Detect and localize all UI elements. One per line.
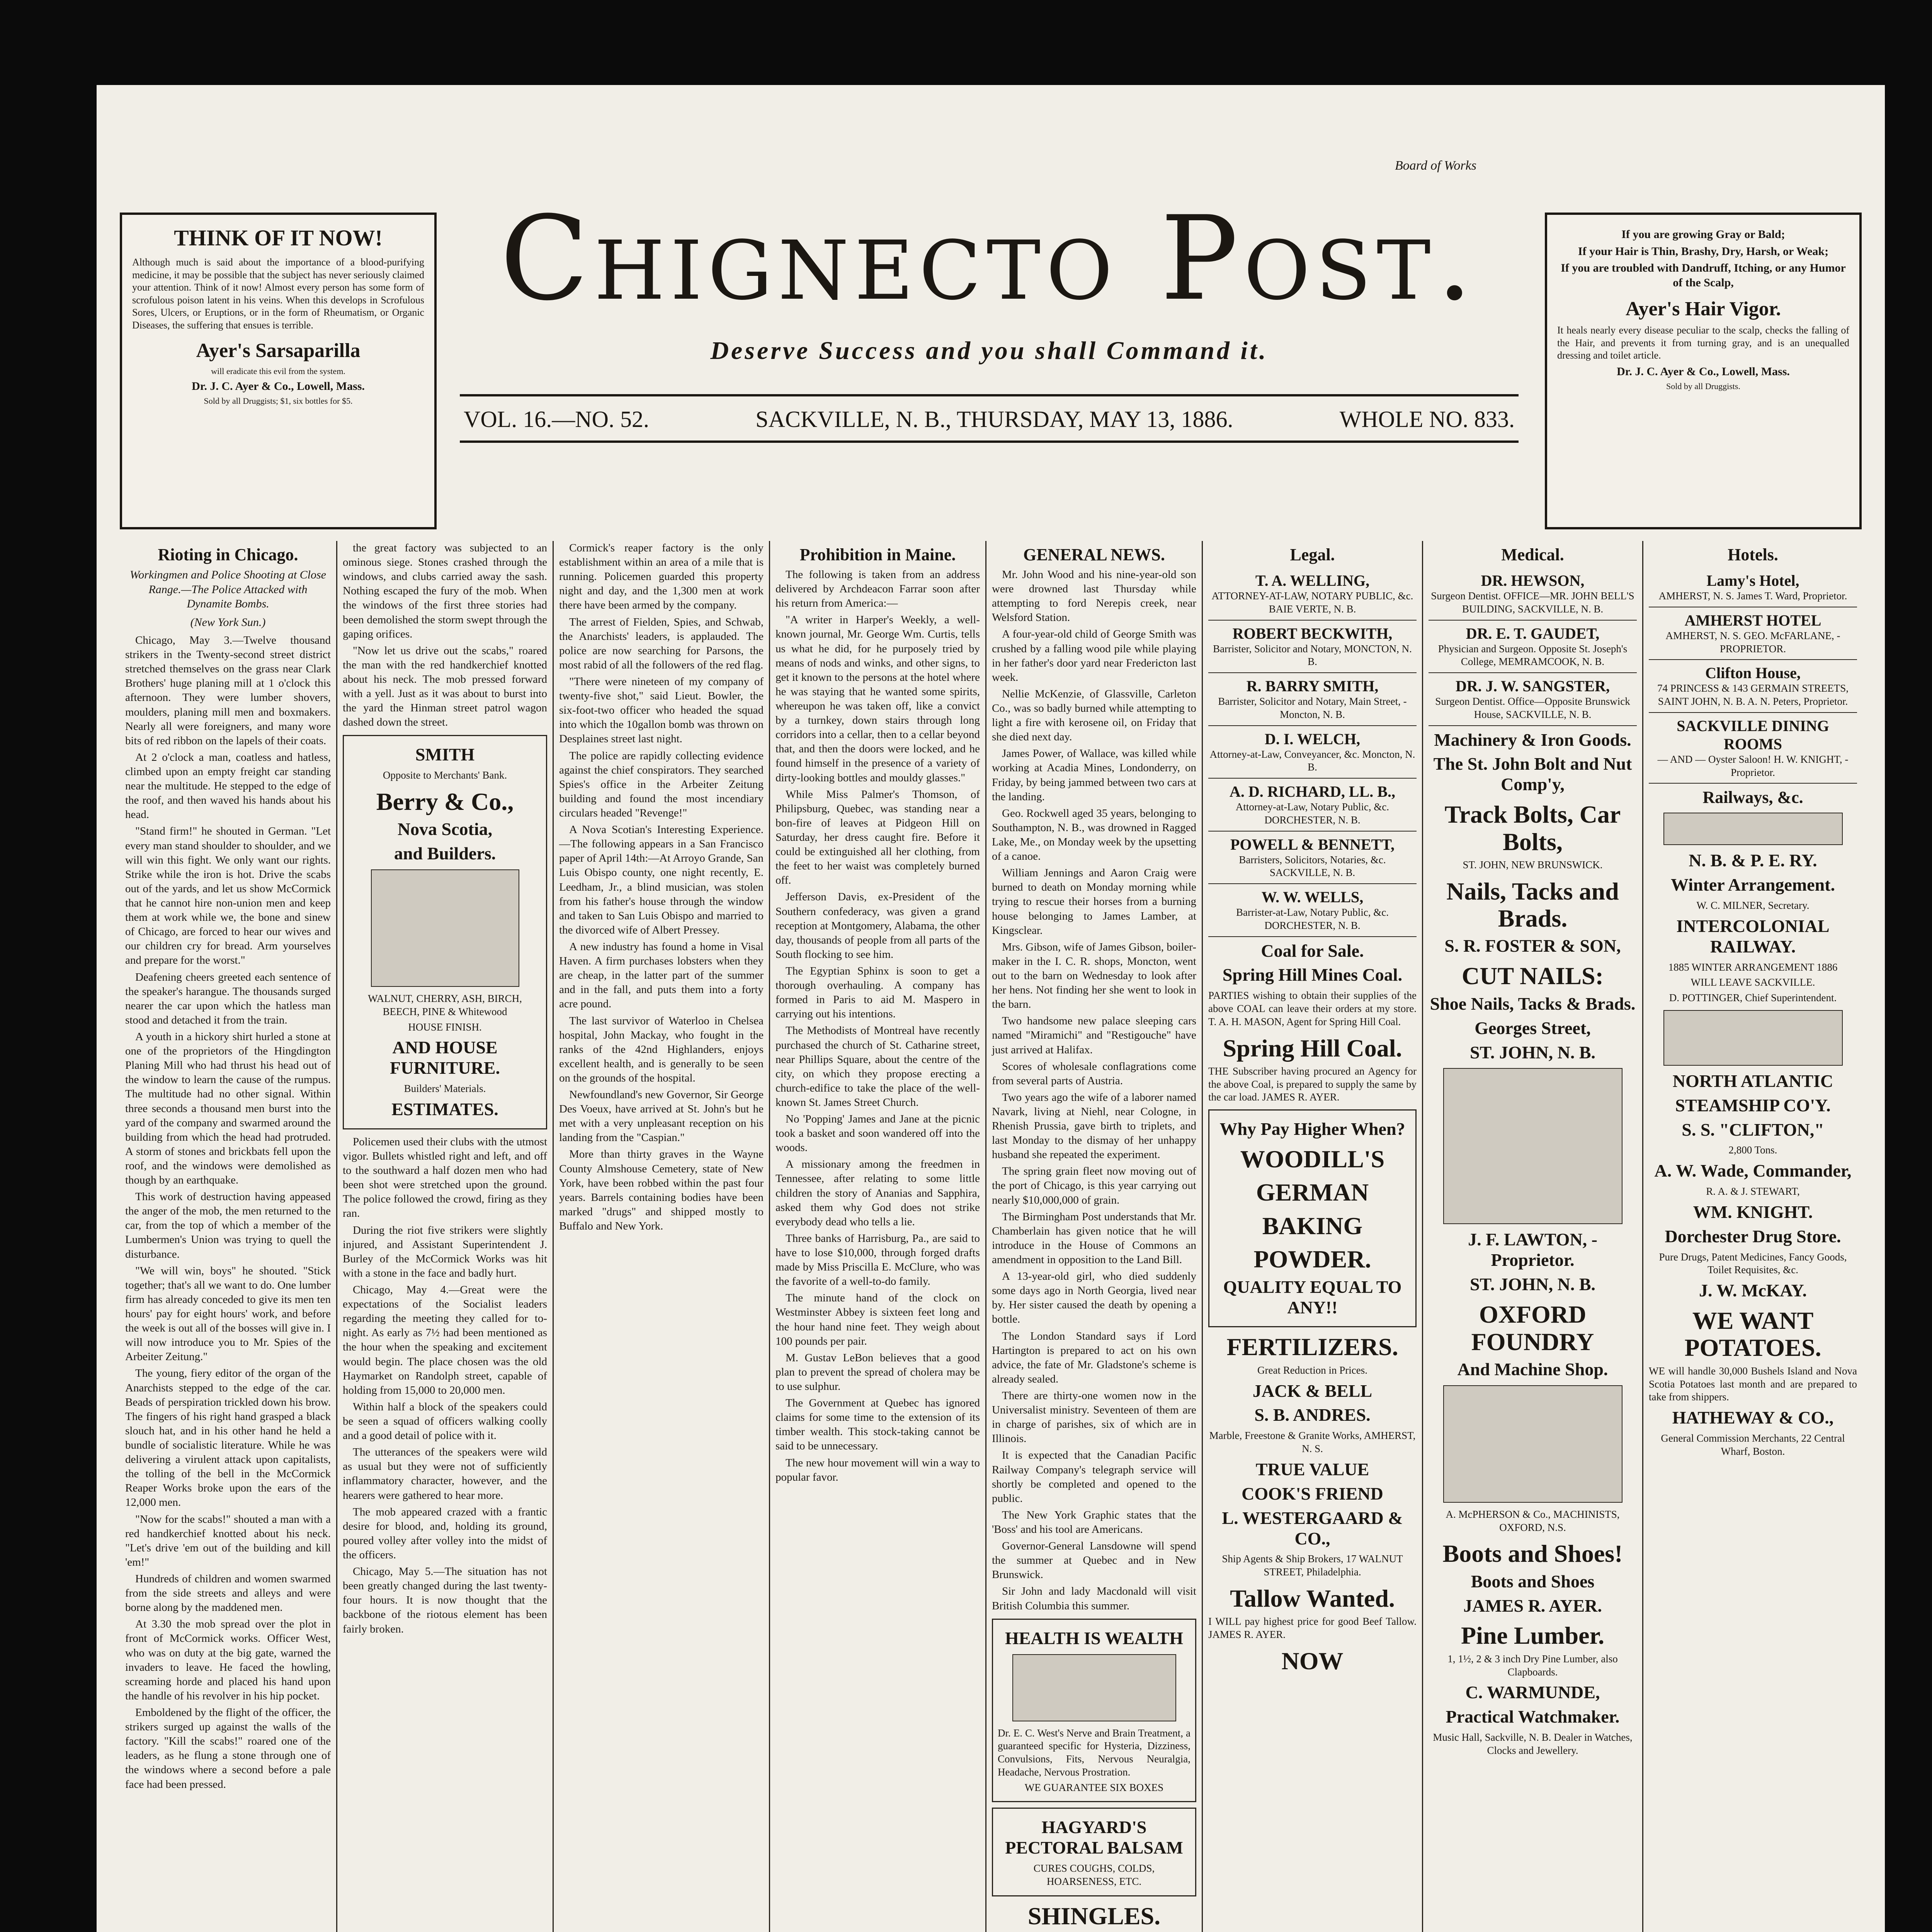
- builders-ad: [343, 735, 547, 1129]
- paragraph: Within half a block of the speakers could be seen a squad of officers walking coolly and a good detail of police with it.: [343, 1400, 547, 1442]
- ad-finish: HOUSE FINISH.: [408, 1021, 482, 1033]
- paragraph: Deafening cheers greeted each sentence of the speaker's harangue. The thousands surged nearer the car upon which the hatless man stood and detached it from the train.: [125, 971, 331, 1026]
- column-2: [336, 541, 553, 1932]
- ear-line: If you are troubled with Dandruff, Itching, or any Humor of the Scalp,: [1561, 262, 1846, 289]
- card-name: R. BARRY SMITH,: [1246, 677, 1379, 695]
- balsam-ad: [992, 1808, 1196, 1896]
- lawton-proprietor: J. F. LAWTON, - Proprietor.: [1468, 1230, 1597, 1270]
- paragraph: "Now let us drive out the scabs," roared the man with the red handkerchief knotted about his neck. The mob pressed forward with a yell. Just as it was about to burst into the yard the Hinman street patrol wagon dashed down the street.: [343, 644, 547, 729]
- powder-line: BAKING: [1262, 1212, 1363, 1240]
- nails-title: Nails, Tacks and Brads.: [1446, 877, 1619, 932]
- ear-line: If your Hair is Thin, Brashy, Dry, Harsh, or Weak;: [1578, 245, 1829, 258]
- brain-illustration: [1012, 1654, 1176, 1721]
- column-1: [120, 541, 336, 1932]
- hatheway-sub: General Commission Merchants, 22 Central Wharf, Boston.: [1661, 1432, 1845, 1457]
- medical-card: [1429, 568, 1637, 621]
- article-headline: Rioting in Chicago.: [158, 545, 298, 564]
- card-name: T. A. WELLING,: [1255, 572, 1370, 589]
- ear-line: If you are growing Gray or Bald;: [1621, 228, 1785, 241]
- paragraph: The arrest of Fielden, Spies, and Schwab, the Anarchists' leaders, is applauded. The police are now searching for Parsons, the most rabid of all the followers of the red flag.: [559, 616, 764, 671]
- boots-title: Boots and Shoes!: [1442, 1540, 1623, 1568]
- railway-name: N. B. & P. E. RY.: [1689, 850, 1817, 871]
- article-source: (New York Sun.): [190, 616, 266, 629]
- now-title: NOW: [1281, 1647, 1344, 1675]
- ad-place: Nova Scotia,: [397, 819, 493, 839]
- article-subhead: Workingmen and Police Shooting at Close Range.—The Police Attacked with Dynamite Bombs.: [129, 568, 326, 610]
- ad-question: Why Pay Higher When?: [1219, 1119, 1405, 1139]
- paragraph: A four-year-old child of George Smith was crushed by a falling wood pile while playing in her father's door yard near Fredericton last week.: [992, 628, 1196, 684]
- paragraph: A 13-year-old girl, who died suddenly some days ago in North Georgia, lived near by. Her sister caused the death by opening a bottle.: [992, 1270, 1196, 1326]
- card-text: AMHERST, N. S. GEO. McFARLANE, - PROPRIETOR.: [1665, 629, 1840, 655]
- cook-line: TRUE VALUE: [1255, 1459, 1369, 1479]
- bolt-company: The St. John Bolt and Nut Comp'y,: [1433, 754, 1632, 794]
- paragraph: The following is taken from an address delivered by Archdeacon Farrar soon after his return from America:—: [776, 568, 980, 610]
- potatoes-title: WE WANT POTATOES.: [1684, 1307, 1821, 1362]
- ad-woods: WALNUT, CHERRY, ASH, BIRCH, BEECH, PINE & Whitewood: [368, 993, 522, 1017]
- paragraph: The Government at Quebec has ignored claims for some time to the extension of its timber wealth. This stock-taking cannot be said to be unnecessary.: [776, 1397, 980, 1452]
- paragraph: The Birmingham Post understands that Mr. Chamberlain has given notice that he will introduce in the House of Commons an amendment in opposition to the Land Bill.: [992, 1210, 1196, 1266]
- hotel-card: [1649, 568, 1857, 607]
- section-headline: Legal.: [1290, 545, 1335, 564]
- card-name: ROBERT BECKWITH,: [1232, 624, 1393, 642]
- paragraph: The last survivor of Waterloo in Chelsea hospital, John Mackay, who fought in the ranks of the 42nd Highlanders, enjoys excellent health, and is generally to be seen on the grounds of the hospital.: [559, 1014, 764, 1084]
- cut-nails: CUT NAILS:: [1462, 962, 1604, 990]
- shingles-title: SHINGLES.: [1027, 1902, 1161, 1930]
- paragraph: The New York Graphic states that the 'Boss' and his tool are Americans.: [992, 1509, 1196, 1536]
- paragraph: A missionary among the freedmen in Tennessee, after relating to some little children the story of Ananias and Sapphira, asked them why God does not strike everybody dead who tells a lie.: [776, 1158, 980, 1228]
- bolt-products: Track Bolts, Car Bolts,: [1444, 801, 1621, 855]
- steamship-illustration: [1663, 1010, 1843, 1066]
- newspaper-page: [97, 85, 1885, 1932]
- hatheway-name: HATHEWAY & CO.,: [1672, 1408, 1834, 1428]
- legal-card: [1208, 779, 1417, 832]
- westergaard-name: L. WESTERGAARD & CO.,: [1222, 1508, 1403, 1548]
- paragraph: Three banks of Harrisburg, Pa., are said to have to lose $10,000, through forged drafts made by Miss Priscilla E. McClure, who was the favorite of a well-to-do family.: [776, 1232, 980, 1288]
- medical-card: [1429, 673, 1637, 726]
- steamship-line: NORTH ATLANTIC: [1672, 1071, 1833, 1091]
- fertilizers-sub: Great Reduction in Prices.: [1257, 1364, 1367, 1376]
- paragraph: The spring grain fleet now moving out of the port of Chicago, is this year carrying out nearly $10,000,000 of grain.: [992, 1165, 1196, 1206]
- paragraph: The new hour movement will win a way to popular favor.: [776, 1456, 980, 1483]
- steamship-agents: R. A. & J. STEWART,: [1706, 1185, 1800, 1197]
- ad-guarantee: WE GUARANTEE SIX BOXES: [1024, 1781, 1164, 1793]
- bolt-place: ST. JOHN, NEW BRUNSWICK.: [1463, 859, 1603, 871]
- ear-price: Sold by all Druggists; $1, six bottles for $5.: [204, 396, 353, 406]
- ad-title: HAGYARD'S PECTORAL BALSAM: [1005, 1817, 1183, 1858]
- card-text: Barrister-at-Law, Notary Public, &c. DORCHESTER, N. B.: [1236, 906, 1389, 931]
- ear-price: Sold by all Druggists.: [1666, 381, 1740, 391]
- coal-heading: Coal for Sale.: [1261, 940, 1364, 961]
- paragraph: Emboldened by the flight of the officer, the strikers surged up against the walls of the factory. "Kill the scabs!" roared one of the leaders, as he flung a stone through one of the windows where a second before a pale face had been pressed.: [125, 1706, 331, 1791]
- handwritten-note: Board of Works: [1395, 158, 1476, 173]
- ayer-name: JAMES R. AYER.: [1463, 1595, 1602, 1616]
- paragraph: M. Gustav LeBon believes that a good plan to prevent the spread of cholera may be to use sulphur.: [776, 1351, 980, 1393]
- intercolonial-title: INTERCOLONIAL RAILWAY.: [1676, 916, 1830, 956]
- ad-furniture: AND HOUSE FURNITURE.: [390, 1037, 500, 1078]
- issue-date: SACKVILLE, N. B., THURSDAY, MAY 13, 1886.: [755, 406, 1233, 432]
- paragraph: Mr. John Wood and his nine-year-old son were drowned last Thursday while attempting to ford Nerepis creek, near Welsford Station.: [992, 568, 1196, 624]
- ad-sub: CURES COUGHS, COLDS, HOARSENESS, ETC.: [1033, 1862, 1155, 1887]
- paragraph: the great factory was subjected to an ominous siege. Stones crashed through the windows, and clubs carried away the sash. Nothing escaped the fury of the mob. When the windows of the first three stories had been demolished the storm swept through the gaping orifices.: [343, 542, 547, 640]
- paragraph: Cormick's reaper factory is the only establishment within an area of a mile that is running. Policemen guarded this property night and day, and the 1,300 men at work there have been armed by the company.: [559, 542, 764, 612]
- ear-headline: THINK OF IT NOW!: [174, 225, 383, 250]
- ear-maker: Dr. J. C. Ayer & Co., Lowell, Mass.: [1617, 365, 1790, 378]
- steamship-name: S. S. "CLIFTON,": [1682, 1119, 1824, 1139]
- paragraph: The utterances of the speakers were wild as usual but they were not of sufficiently inflammatory character, however, and the hearers were gathered to hear more.: [343, 1446, 547, 1502]
- oxford-sub: And Machine Shop.: [1457, 1359, 1608, 1379]
- card-text: Attorney-at-Law, Conveyancer, &c. Moncton, N. B.: [1209, 748, 1415, 773]
- steamship-commander: A. W. Wade, Commander,: [1654, 1161, 1852, 1181]
- steamship-tons: 2,800 Tons.: [1728, 1144, 1777, 1156]
- right-ear-ad: [1545, 213, 1862, 529]
- paragraph: Chicago, May 3.—Twelve thousand strikers in the Twenty-second street district stretched themselves on the grass near Clark Brothers' huge planing mill at 1 o'clock this afternoon. They were lumber shovers, moulders, planing mill men and boxmakers. Nearly all were foreigners, and many wore bits of red ribbon on the lapels of their coats.: [125, 634, 331, 747]
- card-name: DR. E. T. GAUDET,: [1466, 624, 1600, 642]
- pine-title: Pine Lumber.: [1461, 1622, 1604, 1650]
- georges-street: Georges Street,: [1475, 1018, 1591, 1038]
- paragraph: Nellie McKenzie, of Glassville, Carleton Co., was so badly burned while attempting to light a fire with kerosene oil, on Friday that she died next day.: [992, 687, 1196, 743]
- coal2-text: THE Subscriber having procured an Agency for the above Coal, is prepared to supply the same by the car load. JAMES R. AYER.: [1208, 1065, 1417, 1103]
- paragraph: A Nova Scotian's Interesting Experience.—The following appears in a San Francisco paper of April 14th:—At Arroyo Grande, San Luis Obispo county, one night recently, E. Leedham, Jr., a blind musician, was stolen from his father's house through the window and taken to San Luis Obispo and married to the divorced wife of Albert Pressey.: [559, 823, 764, 936]
- paragraph: During the riot five strikers were slightly injured, and Assistant Superintendent J. Burley of the McCormick Works was hit with a stone in the face and badly hurt.: [343, 1224, 547, 1279]
- card-text: Barrister, Solicitor and Notary, Main Street, - Moncton, N. B.: [1218, 696, 1407, 720]
- paragraph: A new industry has found a home in Visal Haven. A firm purchases lobsters when they are cheap, in the latter part of the summer and in the fall, and puts them into a forty acre pound.: [559, 940, 764, 1010]
- ad-trade: and Builders.: [394, 844, 496, 864]
- legal-card: [1208, 884, 1417, 937]
- health-ad: [992, 1619, 1196, 1803]
- knight-name: WM. KNIGHT.: [1693, 1202, 1813, 1222]
- column-4: [769, 541, 985, 1932]
- intercolonial-leave: WILL LEAVE SACKVILLE.: [1690, 976, 1815, 988]
- section-headline: Railways, &c.: [1702, 788, 1803, 807]
- card-text: Physician and Surgeon. Opposite St. Joseph's College, MEMRAMCOOK, N. B.: [1438, 643, 1628, 668]
- ear-body: Although much is said about the importance of a blood-purifying medicine, it may be possible that the subject has never seriously claimed your attention. Think of it now! Almost every person has some form of scrofulous poison latent in his veins. When this develops in Scrofulous Sores, Ulcers, or Eruptions, or in the form of Rheumatism, or Organic Diseases, the suffering that ensues is terrible.: [132, 257, 424, 331]
- intercolonial-sub: 1885 WINTER ARRANGEMENT 1886: [1668, 961, 1838, 973]
- railway-secretary: W. C. MILNER, Secretary.: [1696, 900, 1810, 912]
- card-text: Barrister, Solicitor and Notary, MONCTON, N. B.: [1213, 643, 1412, 668]
- warmunde-name: C. WARMUNDE,: [1465, 1682, 1600, 1702]
- paragraph: Geo. Rockwell aged 35 years, belonging to Southampton, N. B., was drowned in Ragged Lake, Me., on Monday week by the upsetting of a canoe.: [992, 807, 1196, 863]
- paragraph: There are thirty-one women now in the Universalist ministry. Seventeen of them are in charge of parishes, six of which are in Illinois.: [992, 1389, 1196, 1445]
- paragraph: "A writer in Harper's Weekly, a well-known journal, Mr. George Wm. Curtis, tells us what he did, for he purposely tried by means of nods and winks, and other signs, to get it known to the persons at the hotel where he was staying that he wanted some spirits, whereupon he was taken off, like a convict by a turnkey, down stairs through long corridors into a cellar, then to a cellar beyond that, and then the doors were locked, and he found himself in the presence of a variety of dirty-looking bottles and mouldy glasses.": [776, 614, 980, 784]
- paragraph: The police are rapidly collecting evidence against the chief conspirators. They searched Spies's office in the Arbeiter Zeitung building and found the most incendiary circulars headed "Revenge!": [559, 749, 764, 819]
- factory-illustration: [371, 869, 519, 987]
- paragraph: The Egyptian Sphinx is soon to get a thorough overhauling. A company has formed in Paris to aid M. Maspero in carrying out his intentions.: [776, 964, 980, 1020]
- warmunde-sub: Practical Watchmaker.: [1446, 1707, 1620, 1727]
- paragraph: The Methodists of Montreal have recently purchased the church of St. Catharine street, near Phillips Square, about the centre of the city, on which they propose erecting a church-edifice to take the place of the well-known St. James Street Church.: [776, 1024, 980, 1109]
- engine-illustration: [1443, 1385, 1622, 1503]
- masthead-rule: [460, 394, 1519, 396]
- card-name: W. W. WELLS,: [1261, 888, 1364, 906]
- card-name: D. I. WELCH,: [1264, 730, 1361, 748]
- card-text: Surgeon Dentist. Office—Opposite Brunswick House, SACKVILLE, N. B.: [1435, 696, 1630, 720]
- card-text: — AND — Oyster Saloon! H. W. KNIGHT, - Proprietor.: [1657, 753, 1849, 778]
- warmunde-text: Music Hall, Sackville, N. B. Dealer in Watches, Clocks and Jewellery.: [1433, 1731, 1633, 1756]
- legal-card: [1208, 568, 1417, 621]
- ad-materials: Builders' Materials.: [404, 1083, 486, 1095]
- paragraph: James Power, of Wallace, was killed while working at Acadia Mines, Londonderry, on Friday, by being jammed between two cars at the landing.: [992, 747, 1196, 803]
- powder-line: POWDER.: [1253, 1245, 1371, 1273]
- intercolonial-superintendent: D. POTTINGER, Chief Superintendent.: [1669, 992, 1837, 1004]
- paragraph: Scores of wholesale conflagrations come from several parts of Austria.: [992, 1060, 1196, 1087]
- legal-card: [1208, 726, 1417, 779]
- paragraph: Policemen used their clubs with the utmost vigor. Bullets whistled right and left, and off to the southward a half dozen men who had been shot were stretched upon the ground. The police followed the crowd, firing as they ran.: [343, 1135, 547, 1220]
- paragraph: Two years ago the wife of a laborer named Navark, living at Niehl, near Cologne, in Rhenish Prussia, gave birth to triplets, and last Monday to the dismay of her unhappy husband she repeated the experiment.: [992, 1091, 1196, 1161]
- hotel-card: [1649, 607, 1857, 660]
- card-name: AMHERST HOTEL: [1684, 611, 1821, 629]
- paragraph: "We will win, boys" he shouted. "Stick together; that's all we want to do. One lumber firm has already conceded to give its men ten hours' pay for eight hours' work, and before the week is out all of the bosses will give in. I will now introduce you to Mr. Spies of the Arbeiter Zeitung.": [125, 1264, 331, 1363]
- columns: [120, 541, 1862, 1932]
- card-text: AMHERST, N. S. James T. Ward, Proprietor.: [1658, 590, 1847, 602]
- coal-name: Spring Hill Mines Coal.: [1222, 965, 1403, 985]
- card-name: DR. HEWSON,: [1481, 572, 1585, 589]
- card-text: Attorney-at-Law, Notary Public, &c. DORCHESTER, N. B.: [1235, 801, 1389, 826]
- card-name: Clifton House,: [1705, 664, 1801, 682]
- paragraph: Sir John and lady Macdonald will visit British Columbia this summer.: [992, 1585, 1196, 1612]
- paragraph: Chicago, May 4.—Great were the expectations of the Socialist leaders regarding the meeting they called for to-night. As early as 7½ had been mentioned as the hour when the speaking and excitement would begin. The place chosen was the old Haymarket on Randolph street, capable of holding from 15,000 to 20,000 men.: [343, 1284, 547, 1396]
- ad-name: SMITH: [415, 745, 475, 765]
- paragraph: "Now for the scabs!" shouted a man with a red handkerchief knotted about his neck. "Let's drive 'em out of the building and kill 'em!": [125, 1513, 331, 1568]
- paragraph: A youth in a hickory shirt hurled a stone at one of the proprietors of the Hingdington Planing Mill who had thrust his head out of the window to learn the cause of the rumpus. The multitude had no other signal. Within three seconds a thousand men burst into the yard of the company and swarmed around the building from which the head had protruded. A storm of stones and brickbats fell upon the roof, and the windows were demolished as though by an earthquake.: [125, 1030, 331, 1187]
- paragraph: While Miss Palmer's Thomson, of Philipsburg, Quebec, was standing near a bon-fire of leaves at Pidgeon Hill on Saturday, her dress caught fire. Before it could be extinguished all her clothing, from the feet to her waist was completely burned off.: [776, 788, 980, 887]
- ear-body: It heals nearly every disease peculiar to the scalp, checks the falling of the Hair, and prevents it from turning gray, and is an unequalled dressing and toilet article.: [1557, 325, 1849, 361]
- foster-name: S. R. FOSTER & SON,: [1444, 936, 1621, 956]
- card-text: 74 PRINCESS & 143 GERMAIN STREETS, SAINT JOHN, N. B. A. N. Peters, Proprietor.: [1657, 682, 1849, 707]
- column-8: [1642, 541, 1862, 1932]
- train-illustration: [1663, 813, 1843, 845]
- cook-line: COOK'S FRIEND: [1242, 1483, 1383, 1503]
- card-name: DR. J. W. SANGSTER,: [1455, 677, 1610, 695]
- paragraph: Two handsome new palace sleeping cars named "Miramichi" and "Restigouche" have just arrived at Halifax.: [992, 1015, 1196, 1056]
- section-headline: Medical.: [1501, 545, 1564, 564]
- paragraph: The London Standard says if Lord Hartington is prepared to act on his own advice, the fate of Mr. Gladstone's scheme is already sealed.: [992, 1330, 1196, 1385]
- paragraph: Newfoundland's new Governor, Sir George Des Voeux, have arrived at St. John's but he met with a very unpleasant reception on his landing from the "Caspian.": [559, 1088, 764, 1144]
- tallow-text: I WILL pay highest price for good Beef Tallow. JAMES R. AYER.: [1208, 1616, 1417, 1641]
- paragraph: Mrs. Gibson, wife of James Gibson, boiler-maker in the I. C. R. shops, Moncton, went out to the barn on Wednesday to look after her hens. Not finding her she went to look in the barn.: [992, 940, 1196, 1011]
- hotel-card: [1649, 660, 1857, 713]
- coal-text: PARTIES wishing to obtain their supplies of the above COAL can leave their orders at my store. T. A. H. MASON, Agent for Spring Hill Coal.: [1208, 990, 1417, 1027]
- lawton-place: ST. JOHN, N. B.: [1469, 1274, 1596, 1294]
- railway-arrangement: Winter Arrangement.: [1670, 875, 1835, 895]
- powder-line: GERMAN: [1256, 1179, 1369, 1206]
- newspaper-motto: Deserve Success and you shall Command it.: [710, 337, 1268, 365]
- paragraph: This work of destruction having appeased the anger of the mob, the men returned to the car, from the top of which a member of the Lumbermen's Union was trying to quell the disturbance.: [125, 1190, 331, 1260]
- fertilizers-title: FERTILIZERS.: [1226, 1333, 1398, 1361]
- paragraph: No 'Popping' James and Jane at the picnic took a basket and soon wandered off into the woods.: [776, 1113, 980, 1154]
- andres-sub: Marble, Freestone & Granite Works, AMHERST, N. S.: [1209, 1430, 1416, 1455]
- oxford-foundry: OXFORD FOUNDRY: [1471, 1301, 1594, 1355]
- baking-powder-ad: [1208, 1109, 1417, 1327]
- newspaper-title: Chignecto Post.: [500, 191, 1478, 326]
- paragraph: Chicago, May 5.—The situation has not been greatly changed during the last twenty-four hours. It is now thought that the backbone of the riotous element has been fairly broken.: [343, 1565, 547, 1635]
- card-name: Lamy's Hotel,: [1706, 572, 1799, 589]
- ear-product: Ayer's Hair Vigor.: [1625, 298, 1781, 320]
- tallow-title: Tallow Wanted.: [1230, 1584, 1395, 1612]
- powder-line: WOODILL'S: [1240, 1145, 1385, 1173]
- card-name: A. D. RICHARD, LL. B.,: [1230, 783, 1395, 800]
- paragraph: "Stand firm!" he shouted in German. "Let every man stand shoulder to shoulder, and we will win this fight. We only want our rights. Strike while the iron is hot. Drive the scabs out of the yards, and let us show McCormick that he cannot hire non-union men and keep them at work while we, the bone and sinew of Chicago, are forced to hear our wives and our children cry for bread. Arm yourselves and prepare for the worst.": [125, 825, 331, 967]
- canada-emblem-illustration: [1443, 1068, 1622, 1224]
- paragraph: At 2 o'clock a man, coatless and hatless, climbed upon an empty freight car standing near the multitude. He stepped to the edge of the roof, and then waved his hands about his head.: [125, 751, 331, 821]
- drug-store-goods: Pure Drugs, Patent Medicines, Fancy Goods, Toilet Requisites, &c.: [1659, 1251, 1847, 1276]
- paragraph: The mob appeared crazed with a frantic desire for blood, and, holding its ground, poured volley after volley into the midst of the officers.: [343, 1505, 547, 1561]
- pine-sub: 1, 1½, 2 & 3 inch Dry Pine Lumber, also Clapboards.: [1447, 1653, 1618, 1678]
- potatoes-text: WE will handle 30,000 Bushels Island and Nova Scotia Potatoes last month and are prepared to take from shippers.: [1649, 1365, 1857, 1403]
- medical-card: [1429, 621, 1637, 673]
- card-text: Barristers, Solicitors, Notaries, &c. SACKVILLE, N. B.: [1239, 854, 1386, 879]
- mcpherson-sign: A. McPHERSON & Co., MACHINISTS, OXFORD, N.S.: [1446, 1508, 1620, 1533]
- legal-card: [1208, 832, 1417, 884]
- dateline-bar: [464, 402, 1515, 437]
- card-name: SACKVILLE DINING ROOMS: [1677, 717, 1829, 753]
- left-ear-ad: [120, 213, 437, 529]
- paragraph: Hundreds of children and women swarmed from the side streets and alleys and were borne along by the maddened men.: [125, 1573, 331, 1614]
- paragraph: More than thirty graves in the Wayne County Almshouse Cemetery, state of New York, have been robbed within the past four years. Barrels containing bodies have been marked "drugs" and shipped mostly to Buffalo and New York.: [559, 1148, 764, 1233]
- card-text: Surgeon Dentist. OFFICE—MR. JOHN BELL'S BUILDING, SACKVILLE, N. B.: [1431, 590, 1634, 615]
- volume-number: VOL. 16.—NO. 52.: [464, 406, 649, 432]
- paragraph: Governor-General Lansdowne will spend the summer at Quebec and in New Brunswick.: [992, 1540, 1196, 1581]
- column-7: [1422, 541, 1642, 1932]
- paragraph: The minute hand of the clock on Westminster Abbey is sixteen feet long and the hour hand nine feet. They weigh about 100 pounds per pair.: [776, 1292, 980, 1347]
- fertilizers-firm: JACK & BELL: [1252, 1381, 1372, 1401]
- column-3: [553, 541, 769, 1932]
- paragraph: "There were nineteen of my company of twenty-five shot," said Lieut. Bowler, the six-foot-two officer who headed the squad into which the 10gallon bomb was thrown on Desplaines street last night.: [559, 675, 764, 745]
- paragraph: The young, fiery editor of the organ of the Anarchists stepped to the edge of the car. Beads of perspiration trickled down his brow. The fingers of his right hand grasped a black slouch hat, and in his other hand he held a bundle of socialistic literature. While he was delivering a virulent attack upon capitalists, the tolling of the bell in the McCormick Reaper Works broke upon the ears of the 12,000 men.: [125, 1367, 331, 1509]
- ear-maker: Dr. J. C. Ayer & Co., Lowell, Mass.: [192, 379, 365, 393]
- westergaard-sub: Ship Agents & Ship Brokers, 17 WALNUT STREET, Philadelphia.: [1222, 1553, 1403, 1578]
- ad-title: HEALTH IS WEALTH: [1005, 1628, 1184, 1648]
- paragraph: It is expected that the Canadian Pacific Railway Company's telegraph service will shortly be completed and opened to the public.: [992, 1449, 1196, 1505]
- column-6: [1202, 541, 1422, 1932]
- andres-name: S. B. ANDRES.: [1254, 1405, 1371, 1425]
- article-headline: GENERAL NEWS.: [1023, 545, 1165, 564]
- card-name: POWELL & BENNETT,: [1230, 835, 1395, 853]
- article-headline: Prohibition in Maine.: [799, 545, 956, 564]
- steamship-company: STEAMSHIP CO'Y.: [1675, 1095, 1831, 1115]
- paragraph: Jefferson Davis, ex-President of the Southern confederacy, was given a grand reception at Montgomery, Alabama, the other day, thousands of people from all parts of the South flocking to see him.: [776, 891, 980, 961]
- machinery-heading: Machinery & Iron Goods.: [1434, 730, 1631, 750]
- card-text: ATTORNEY-AT-LAW, NOTARY PUBLIC, &c. BAIE VERTE, N. B.: [1211, 590, 1413, 615]
- ad-firm: Berry & Co.,: [376, 788, 514, 816]
- cut-nails-sub: Shoe Nails, Tacks & Brads.: [1430, 993, 1636, 1014]
- legal-card: [1208, 621, 1417, 673]
- saint-john: ST. JOHN, N. B.: [1469, 1042, 1596, 1062]
- ad-sub: Opposite to Merchants' Bank.: [383, 769, 507, 781]
- hotel-card: [1649, 713, 1857, 784]
- ear-product: Ayer's Sarsaparilla: [196, 340, 361, 362]
- column-5: [985, 541, 1202, 1932]
- coal2-name: Spring Hill Coal.: [1223, 1034, 1402, 1062]
- masthead-rule: [460, 440, 1519, 443]
- paragraph: William Jennings and Aaron Craig were burned to death on Monday morning while trying to rescue their horses from a burning house belonging to James Lamber, at Kingsclear.: [992, 867, 1196, 937]
- whole-number: WHOLE NO. 833.: [1339, 406, 1515, 432]
- ad-estimates: ESTIMATES.: [391, 1099, 498, 1119]
- drug-store-title: Dorchester Drug Store.: [1665, 1226, 1841, 1246]
- legal-card: [1208, 673, 1417, 726]
- quality-line: QUALITY EQUAL TO ANY!!: [1223, 1277, 1402, 1317]
- ad-text: Dr. E. C. West's Nerve and Brain Treatment, a guaranteed specific for Hysteria, Dizziness, Convulsions, Fits, Nervous Neuralgia, Headache, Nervous Prostration.: [998, 1727, 1190, 1778]
- ear-tagline: will eradicate this evil from the system.: [211, 366, 345, 376]
- mckay-name: J. W. McKAY.: [1699, 1281, 1807, 1301]
- boots-sub: Boots and Shoes: [1471, 1571, 1595, 1591]
- paragraph: At 3.30 the mob spread over the plot in front of McCormick works. Officer West, who was on duty at the big gate, warned the invaders to leave. He faced the howling, screaming horde and placed his hand upon the handle of his revolver in his hip pocket.: [125, 1618, 331, 1702]
- section-headline: Hotels.: [1728, 545, 1778, 564]
